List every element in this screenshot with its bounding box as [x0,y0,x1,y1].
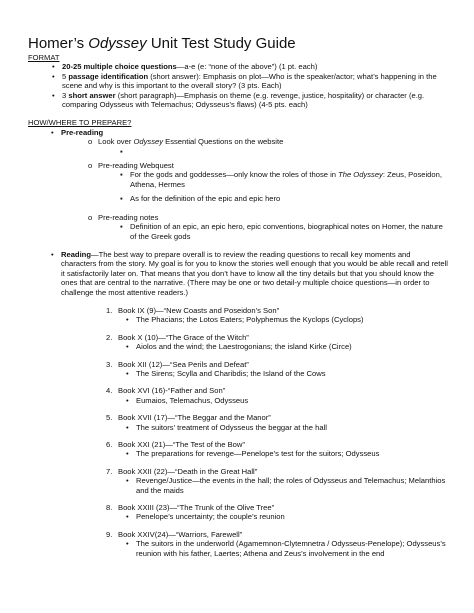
book-entry [106,440,448,459]
bullet-icon: • [126,422,129,432]
book-number: 4. [106,386,113,396]
title-suffix: Unit Test Study Guide [146,35,296,52]
book-title: Book IX (9)—“New Coasts and Poseidon’s Son” [118,305,280,315]
book-entry [106,530,448,558]
book-number: 3. [106,359,113,369]
book-title: Book XVI (16)-“Father and Son” [118,386,226,396]
book-detail: The preparations for revenge—Penelope’s test for the suitors; Odysseus [136,449,380,459]
reading-item [51,250,448,297]
book-title: Book XXII (22)—“Death in the Great Hall” [118,466,258,476]
square-bullet-icon: ▪ [120,146,123,156]
prereading-label: Pre-reading [61,127,104,137]
book-number: 2. [106,332,113,342]
format-item-text: (short paragraph)—Emphasis on theme (e.g. revenge, justice, hospitality) or character (e.g. comparing Odysseus with Telemachus; Odysseus’s flaws) (4-5 pts. each) [62,90,425,110]
book-detail: Eumaios, Telemachus, Odysseus [136,395,249,405]
bullet-icon: • [126,539,129,549]
book-entry [106,467,448,495]
bullet-icon: • [126,512,129,522]
page-title [28,36,448,52]
book-number: 9. [106,529,113,539]
square-bullet-icon: ▪ [120,222,123,232]
bullet-icon: • [52,90,55,100]
prepare-heading: HOW/WHERE TO PREPARE? [28,118,132,128]
book-number: 8. [106,503,113,513]
book-detail: The Sirens; Scylla and Charibdis; the Island of the Cows [136,368,326,378]
webquest-subitem-italic: The Odyssey [338,170,383,180]
book-number: 7. [106,466,113,476]
format-item [52,91,448,110]
book-number: 6. [106,440,113,449]
format-item-bold: 20-25 multiple choice questions [62,62,177,72]
book-detail: The suitors’ treatment of Odysseus the beggar at the hall [136,422,327,432]
format-item-text: —a-e (e: “none of the above”) (1 pt. each) [176,62,318,72]
book-title: Book XXI (21)—“The Test of the Bow” [118,440,245,449]
book-detail: Aiolos and the wind; the Laestrogonians; the island Kirke (Circe) [136,342,352,352]
square-bullet-icon: ▪ [120,170,123,180]
bullet-icon: • [126,476,129,486]
format-item-text: (short answer): Emphasis on plot—Who is the speaker/actor; what’s happening in the scene and why is this important to the overall story? (3 pts. Each) [62,71,437,91]
format-item-bold: short answer [68,90,116,100]
format-heading: FORMAT [28,53,60,62]
look-over-pre: Look over [98,137,134,147]
format-item [52,72,448,91]
format-item [52,62,448,71]
webquest-subitem-post: : Zeus, Poseidon, Athena, Hermes [130,170,442,189]
bullet-icon: • [126,395,129,405]
webquest-subitem [120,170,448,189]
bullet-icon: • [126,342,129,352]
book-detail: The Phacians; the Lotos Eaters; Polyphemus the Kyclops (Cyclops) [136,315,364,325]
empty-square-item [120,147,448,156]
reading-label: Reading [61,249,91,259]
book-title: Book XII (12)—“Sea Perils and Defeat” [118,359,249,369]
book-entry [106,306,448,325]
circle-bullet-icon: o [88,137,93,147]
book-title: Book XVII (17)—“The Beggar and the Manor” [118,413,271,423]
notes-subitem-text: Definition of an epic, an epic hero, epic conventions, biographical notes on Homer, the nature of the Greek gods [130,222,443,241]
look-over-item [88,137,448,146]
study-guide-page [28,36,448,558]
format-list [52,62,448,109]
look-over-post: Essential Questions on the website [163,137,284,147]
bullet-icon: • [126,449,129,459]
circle-bullet-icon: o [88,212,93,222]
book-entry [106,503,448,522]
bullet-icon: • [51,127,54,137]
book-entry [106,413,448,432]
notes-item [88,213,448,222]
book-list [106,306,448,558]
book-entry [106,386,448,405]
book-number: 1. [106,305,113,315]
book-entry [106,333,448,352]
book-entry [106,360,448,379]
book-title: Book X (10)—“The Grace of the Witch” [118,332,249,342]
book-detail: The suitors in the underworld (Agamemnon-Clytemnetra / Odysseus-Penelope); Odysseus’s reunion with his father, Laertes; Athena and Zeus’s involvement in the end [136,539,446,558]
notes-subitem [120,222,448,241]
look-over-italic: Odyssey [133,137,164,147]
title-prefix: Homer’s [28,35,89,52]
prereading-item [51,128,448,137]
webquest-subitem-text: As for the definition of the epic and epic hero [130,194,281,204]
square-bullet-icon: ▪ [120,194,123,204]
bullet-icon: • [52,62,55,72]
format-item-pre: 3 [62,90,69,100]
bullet-icon: • [126,368,129,378]
circle-bullet-icon: o [88,161,93,171]
book-title: Book XXIII (23)—“The Trunk of the Olive Tree” [118,503,275,513]
format-item-pre: 5 [62,71,69,81]
webquest-subitem-pre: For the gods and goddesses—only know the roles of those in [130,170,339,180]
webquest-label: Pre-reading Webquest [98,161,174,171]
book-detail: Penelope’s uncertainty; the couple’s reunion [136,512,285,522]
book-detail: Revenge/Justice—the events in the hall; the roles of Odysseus and Telemachus; Melanthios and the maids [136,476,446,495]
book-number: 5. [106,413,113,423]
title-italic: Odyssey [88,35,147,52]
book-title: Book XXIV(24)—“Warriors, Farewell” [118,529,243,539]
webquest-subitem [120,194,448,203]
format-item-bold: passage identification [68,71,149,81]
bullet-icon: • [126,315,129,325]
notes-label: Pre-reading notes [98,212,159,222]
reading-text: —The best way to prepare overall is to review the reading questions to recall key moments and characters from the story. My goal is for you to know the stories well enough that you would be able recall and retell it satisfactorily later on. That means that you don’t have to know all the tiny details but that you should know the ones that are central to the narrative. (There may be one or two detail-y multiple choice questions—in order to challenge the most attentive readers.) [61,249,448,297]
webquest-item [88,161,448,170]
bullet-icon: • [51,249,54,259]
bullet-icon: • [52,71,55,81]
